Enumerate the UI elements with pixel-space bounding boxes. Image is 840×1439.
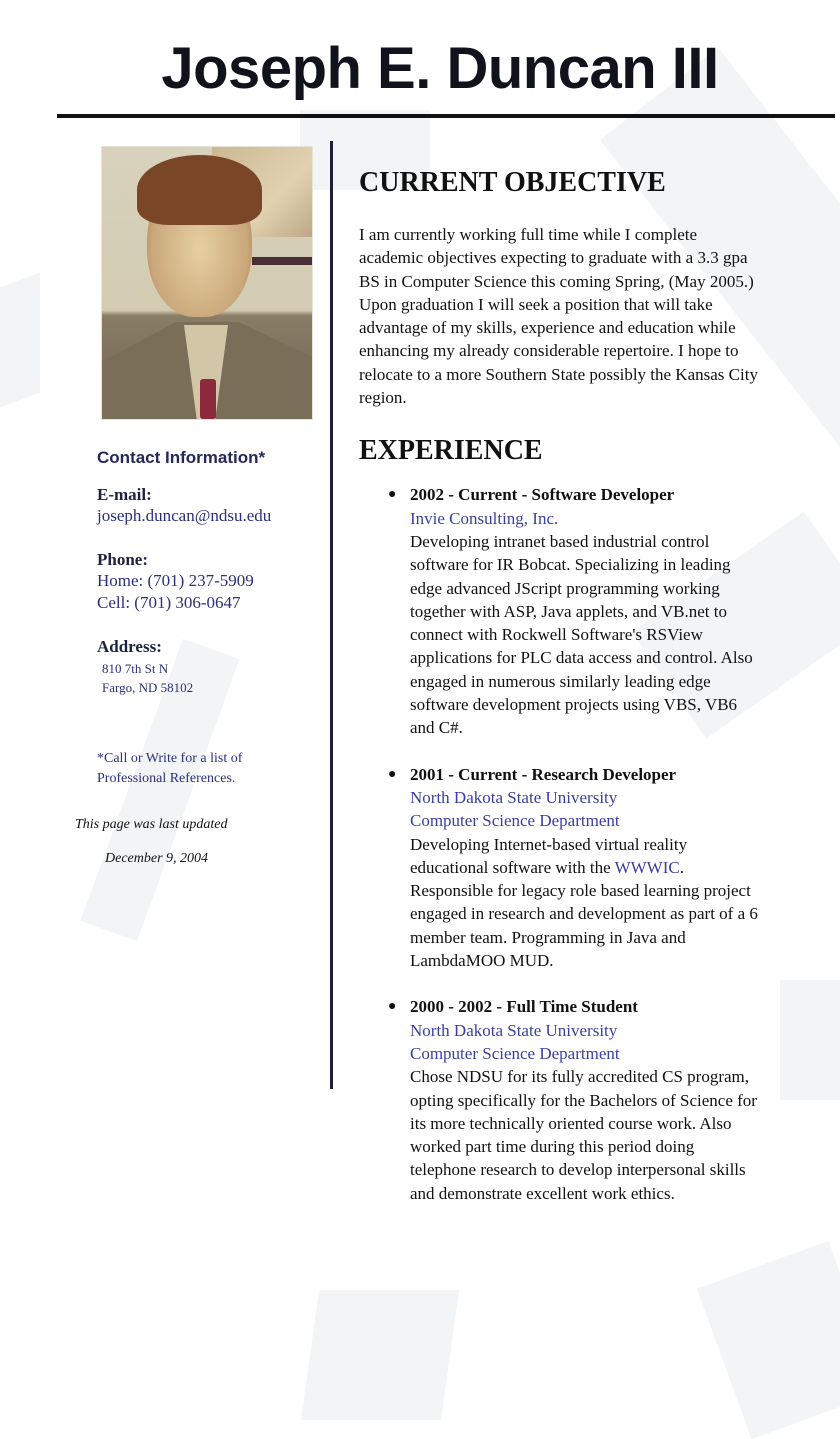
background-watermark [697, 1241, 840, 1439]
employer-link[interactable]: North Dakota State University [410, 1020, 618, 1040]
background-watermark [0, 273, 40, 408]
objective-heading: CURRENT OBJECTIVE [359, 167, 666, 198]
wwwic-link[interactable]: WWWIC [614, 857, 680, 877]
employer-link[interactable]: North Dakota State University [410, 787, 618, 807]
experience-item [388, 763, 759, 973]
background-watermark [780, 980, 840, 1100]
job-description: Chose NDSU for its fully accredited CS program, opting specifically for the Bachelors of Science for its more technically oriented course work. Also worked part time during this period doing telephone research to develop interpersonal skills and demonstrate excellent work ethics. [410, 1067, 757, 1203]
objective-text: I am currently working full time while I complete academic objectives expecting to graduate with a 3.3 gpa BS in Computer Science this coming Spring, (May 2005.) Upon graduation I will seek a position that will take advantage of my skills, experience and education while enhancing my already considerable repertoire. I hope to relocate to a more Southern State possibly the Kansas City region. [359, 225, 758, 408]
column-divider [330, 141, 333, 1089]
department-link[interactable]: Computer Science Department [410, 1043, 620, 1063]
page-title: Joseph E. Duncan III [161, 36, 719, 101]
employer-link[interactable]: Invie Consulting, Inc. [410, 508, 559, 528]
sidebar [75, 146, 322, 867]
job-description: Developing intranet based industrial control software for IR Bobcat. Specializing in leading edge advanced JScript programming working together with ASP, Java applets, and VB.net to connect with Rockwell Software's RSView applications for PLC data access and control. Also engaged in numerous similarly leading edge software development projects using VBS, VB6 and C#. [410, 531, 753, 738]
background-watermark [301, 1290, 459, 1420]
references-line-2: Professional References. [97, 771, 236, 786]
phone-cell: Cell: (701) 306-0647 [97, 593, 241, 612]
job-title: 2000 - 2002 - Full Time Student [410, 997, 638, 1017]
bullet-icon: ● [388, 487, 397, 503]
experience-item [388, 995, 759, 1205]
title-divider [57, 114, 835, 118]
address-line-1: 810 7th St N [102, 661, 169, 676]
profile-photo [101, 146, 313, 420]
references-note [97, 749, 322, 789]
bullet-icon: ● [388, 999, 397, 1015]
experience-heading: EXPERIENCE [359, 435, 543, 467]
email-link[interactable]: joseph.duncan@ndsu.edu [97, 506, 272, 525]
job-description: Developing Internet-based virtual reality educational software with the WWWIC. Responsible for legacy role based learning project engaged in research and development as part of a 6 member team. Programming in Java and LambdaMOO MUD. [410, 834, 758, 971]
bullet-icon: ● [388, 766, 397, 782]
last-updated-label: This page was last updated [75, 817, 228, 832]
experience-item [388, 483, 759, 739]
contact-heading: Contact Information* [97, 448, 266, 467]
phone-label: Phone: [97, 550, 148, 569]
references-line-1: *Call or Write for a list of [97, 751, 243, 766]
job-title: 2002 - Current - Software Developer [410, 485, 675, 505]
last-updated-date: December 9, 2004 [105, 851, 209, 866]
phone-home: Home: (701) 237-5909 [97, 571, 254, 590]
address-label: Address: [97, 637, 162, 656]
job-title: 2001 - Current - Research Developer [410, 764, 677, 784]
experience-list [359, 483, 759, 1205]
department-link[interactable]: Computer Science Department [410, 811, 620, 831]
main-content [359, 165, 759, 1228]
address-line-2: Fargo, ND 58102 [102, 680, 194, 695]
email-label: E-mail: [97, 485, 152, 504]
